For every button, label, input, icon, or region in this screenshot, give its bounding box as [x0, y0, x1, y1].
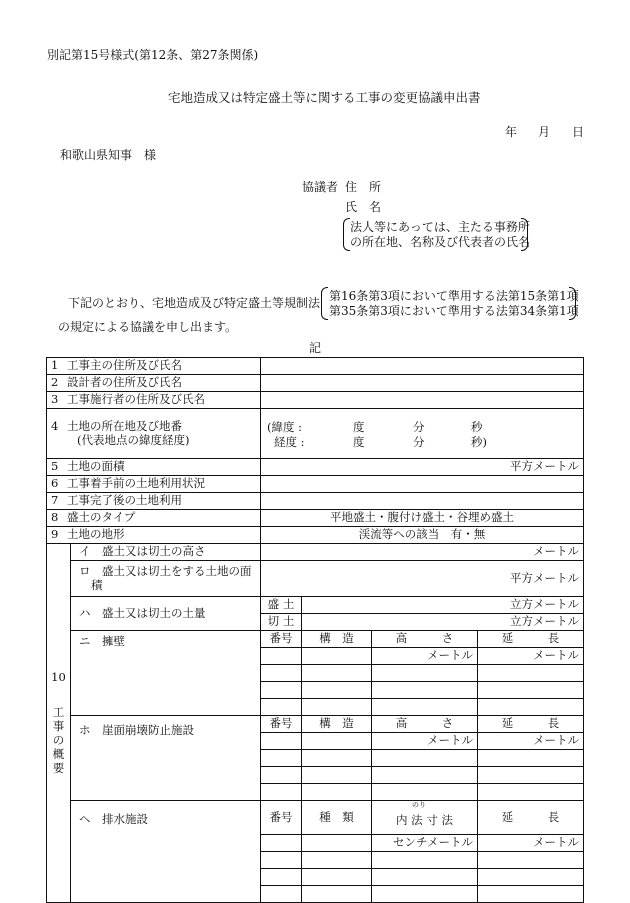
table-row [47, 493, 584, 510]
table-row [47, 527, 584, 544]
cell[interactable] [478, 750, 584, 767]
area-unit: 平方メートル [510, 459, 579, 474]
col-header: 延 長 [478, 716, 584, 733]
table-row [47, 597, 584, 614]
cell[interactable] [261, 784, 302, 801]
table-row [47, 392, 584, 409]
law-options [321, 287, 579, 320]
cell[interactable]: メートル [478, 733, 584, 750]
col-header: 高 さ [372, 716, 478, 733]
long-min: 分 [413, 434, 425, 449]
fill-label: 盛 土 [261, 597, 302, 614]
cell[interactable] [478, 767, 584, 784]
cell[interactable] [478, 886, 584, 903]
row-label: 3 工事施行者の住所及び氏名 [47, 392, 261, 409]
col-header: 延 長 [478, 801, 584, 835]
row-label: 6 工事着手前の土地利用状況 [47, 476, 261, 493]
col-header: 番号 [261, 801, 302, 835]
cell[interactable] [261, 682, 302, 699]
date-year: 年 [505, 125, 518, 139]
row-value[interactable] [261, 375, 584, 392]
col-header: 構 造 [302, 716, 372, 733]
row-value[interactable] [261, 476, 584, 493]
row-value[interactable] [261, 392, 584, 409]
row-label: 4 土地の所在地及び地番 (代表地点の緯度経度) [47, 409, 261, 459]
terrain-options[interactable]: 渓流等への該当 有・無 [261, 527, 584, 544]
row-label: 9 土地の地形 [47, 527, 261, 544]
date-month: 月 [538, 125, 551, 139]
row-label: ロ 盛土又は切土をする土地の面 積 [71, 561, 261, 597]
fill-volume[interactable]: 立方メートル [302, 597, 584, 614]
cut-label: 切 土 [261, 614, 302, 631]
cell[interactable] [372, 869, 478, 886]
row-sublabel: (代表地点の緯度経度) [77, 432, 190, 447]
row-value[interactable] [261, 358, 584, 375]
lat-min: 分 [413, 419, 425, 434]
row-label: ニ 擁壁 [71, 631, 261, 716]
cell[interactable] [302, 733, 372, 750]
table-row [47, 631, 584, 648]
col-header: 番号 [261, 631, 302, 648]
row-label: ハ 盛土又は切土の土量 [71, 597, 261, 631]
body-lead: 下記のとおり、宅地造成及び特定盛土等規制法 [68, 296, 321, 310]
col-header: 高 さ [372, 631, 478, 648]
row-label: イ 盛土又は切土の高さ [71, 544, 261, 561]
applicant-label: 協議者 [302, 180, 339, 194]
table-row [47, 476, 584, 493]
cell[interactable] [302, 648, 372, 665]
col-header: 種 類 [302, 801, 372, 835]
form-title: 宅地造成又は特定盛土等に関する工事の変更協議申出書 [168, 90, 481, 105]
table-row [47, 409, 584, 459]
cell[interactable] [478, 784, 584, 801]
cell[interactable] [478, 852, 584, 869]
cell[interactable] [302, 852, 372, 869]
cell[interactable] [478, 699, 584, 716]
lat-sec: 秒 [471, 419, 483, 434]
cell[interactable] [261, 750, 302, 767]
cell[interactable] [261, 852, 302, 869]
row-label: ヘ 排水施設 [71, 801, 261, 903]
cell[interactable] [372, 784, 478, 801]
table-row [47, 358, 584, 375]
col-header: 延 長 [478, 631, 584, 648]
cell[interactable] [261, 665, 302, 682]
area-value[interactable]: 平方メートル [261, 561, 584, 597]
table-row [47, 801, 584, 835]
row-label: 7 工事完了後の土地利用 [47, 493, 261, 510]
table-row [47, 375, 584, 392]
table-row [47, 716, 584, 733]
ruby-nori: のり [412, 801, 426, 809]
lat-label: (緯度 : [267, 419, 303, 434]
cell[interactable]: メートル [478, 648, 584, 665]
cell[interactable] [302, 767, 372, 784]
cell[interactable] [302, 750, 372, 767]
row-label: 8 盛土のタイプ [47, 510, 261, 527]
cell[interactable] [302, 682, 372, 699]
col-header: 番号 [261, 716, 302, 733]
cell[interactable] [261, 767, 302, 784]
long-deg: 度 [353, 434, 365, 449]
cell[interactable]: メートル [478, 835, 584, 852]
row-value[interactable] [261, 493, 584, 510]
cell[interactable] [478, 682, 584, 699]
col-header: のり 内 法 寸 法 [372, 801, 478, 835]
corporate-note-line-2: の所在地、名称及び代表者の氏名 [350, 235, 531, 249]
cell[interactable] [302, 784, 372, 801]
table-row [47, 561, 584, 597]
body-tail: の規定による協議を申し出ます。 [58, 320, 238, 334]
long-label: 経度 : [274, 434, 305, 449]
cell[interactable] [261, 869, 302, 886]
cell[interactable] [372, 699, 478, 716]
cell[interactable] [261, 835, 302, 852]
cell[interactable] [372, 852, 478, 869]
row-label: 1 工事主の住所及び氏名 [47, 358, 261, 375]
cell[interactable] [372, 665, 478, 682]
cell[interactable] [261, 699, 302, 716]
corporate-note [343, 218, 531, 251]
addressee: 和歌山県知事 様 [60, 148, 157, 162]
cell[interactable] [372, 886, 478, 903]
date-day: 日 [572, 125, 585, 139]
cell[interactable] [478, 665, 584, 682]
cell[interactable] [302, 886, 372, 903]
cut-volume[interactable]: 立方メートル [302, 614, 584, 631]
latlong-cell[interactable] [261, 409, 584, 459]
table-row [47, 510, 584, 527]
form-number: 別記第15号様式(第12条、第27条関係) [47, 48, 259, 62]
table-row [47, 459, 584, 476]
law-option-2: 第35条第3項において準用する法第34条第1項 [329, 304, 579, 318]
cell[interactable]: メートル [372, 733, 478, 750]
row-label: 5 土地の面積 [47, 459, 261, 476]
corporate-note-line-1: 法人等にあっては、主たる事務所 [350, 220, 530, 234]
row-label: ホ 崖面崩壊防止施設 [71, 716, 261, 801]
long-sec: 秒) [471, 434, 487, 449]
cell[interactable] [372, 767, 478, 784]
lat-deg: 度 [353, 419, 365, 434]
cell[interactable] [302, 869, 372, 886]
cell[interactable] [261, 733, 302, 750]
law-option-1: 第16条第3項において準用する法第15条第1項 [329, 289, 579, 303]
cell[interactable]: メートル [372, 648, 478, 665]
application-table [46, 357, 584, 903]
cell[interactable] [261, 886, 302, 903]
ki-heading: 記 [309, 341, 322, 355]
overview-heading: 10 工 事 の 概 要 [47, 544, 71, 903]
row-value[interactable] [261, 459, 584, 476]
cell[interactable] [261, 648, 302, 665]
cell[interactable]: センチメートル [372, 835, 478, 852]
fill-type-options[interactable]: 平地盛土・腹付け盛土・谷埋め盛土 [261, 510, 584, 527]
cell[interactable] [302, 665, 372, 682]
name-label: 氏 名 [345, 200, 382, 214]
cell[interactable] [372, 682, 478, 699]
col-header: 構 造 [302, 631, 372, 648]
cell[interactable] [302, 699, 372, 716]
cell[interactable] [302, 835, 372, 852]
address-label: 住 所 [345, 180, 382, 194]
cell[interactable] [478, 869, 584, 886]
row-label: 2 設計者の住所及び氏名 [47, 375, 261, 392]
table-row [47, 544, 584, 561]
height-value[interactable]: メートル [261, 544, 584, 561]
cell[interactable] [372, 750, 478, 767]
